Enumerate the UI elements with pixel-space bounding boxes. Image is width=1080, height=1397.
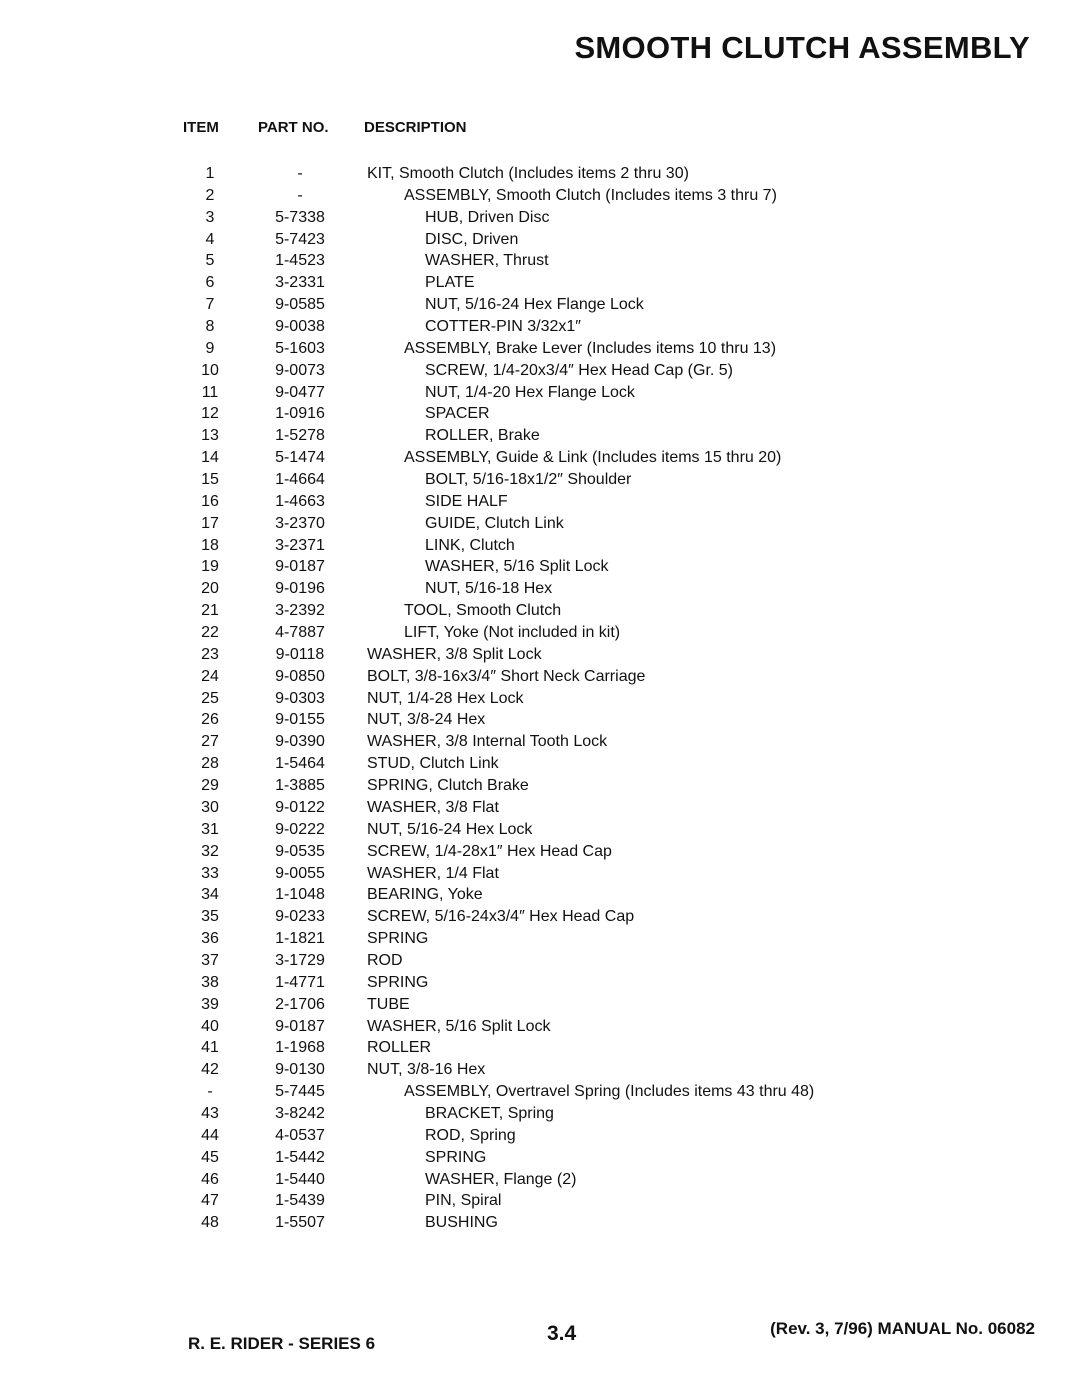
part-number: 1-5440: [275, 1170, 325, 1188]
table-row: [0, 469, 1080, 491]
part-number: 9-0073: [275, 361, 325, 379]
part-number: 9-0535: [275, 842, 325, 860]
table-row: [0, 1190, 1080, 1212]
item-description: BEARING, Yoke: [367, 886, 483, 904]
table-row: [0, 1212, 1080, 1234]
item-number: 5: [205, 252, 215, 270]
table-row: [0, 316, 1080, 338]
table-row: [0, 491, 1080, 513]
item-number: 13: [201, 427, 219, 445]
part-number: 1-5278: [275, 427, 325, 445]
item-number: 34: [201, 886, 219, 904]
table-row: [0, 994, 1080, 1016]
item-description: SCREW, 1/4-20x3/4″ Hex Head Cap (Gr. 5): [425, 361, 734, 379]
part-number: 1-1821: [275, 930, 325, 948]
table-row: [0, 185, 1080, 207]
table-row: [0, 163, 1080, 185]
item-description: TOOL, Smooth Clutch: [404, 602, 562, 620]
table-row: [0, 731, 1080, 753]
table-row: [0, 775, 1080, 797]
part-number: 9-0850: [275, 667, 325, 685]
part-number: -: [297, 165, 303, 182]
item-description: DISC, Driven: [425, 230, 519, 248]
item-number: 38: [201, 973, 219, 991]
part-number: 9-0222: [275, 820, 325, 838]
item-number: 3: [205, 208, 215, 226]
item-description: NUT, 5/16-18 Hex: [425, 580, 553, 598]
page-number: 3.4: [547, 1322, 577, 1345]
part-number: 9-0187: [275, 1017, 325, 1035]
table-row: [0, 207, 1080, 229]
table-row: [0, 709, 1080, 731]
table-row: [0, 272, 1080, 294]
table-row: [0, 447, 1080, 469]
part-number: 9-0055: [275, 864, 325, 882]
column-header-description: DESCRIPTION: [364, 119, 467, 136]
item-description: HUB, Driven Disc: [425, 208, 550, 226]
item-description: SPRING: [367, 973, 429, 991]
table-row: [0, 1147, 1080, 1169]
item-number: 20: [201, 580, 219, 598]
item-number: 15: [201, 471, 219, 489]
table-row: [0, 382, 1080, 404]
part-number: 1-5439: [275, 1192, 325, 1210]
item-description: BRACKET, Spring: [425, 1104, 554, 1122]
table-row: [0, 753, 1080, 775]
table-row: [0, 644, 1080, 666]
table-row: [0, 1059, 1080, 1081]
part-number: 9-0118: [275, 645, 325, 663]
part-number: 3-2392: [275, 602, 325, 620]
item-number: 37: [201, 951, 219, 969]
item-description: ASSEMBLY, Smooth Clutch (Includes items 3 thru 7): [404, 186, 777, 204]
table-row: [0, 972, 1080, 994]
item-number: 9: [205, 339, 215, 357]
item-number: 23: [201, 645, 219, 663]
item-description: ASSEMBLY, Guide & Link (Includes items 15 thru 20): [404, 449, 782, 467]
item-number: 14: [201, 449, 219, 467]
part-number: 1-5442: [275, 1148, 325, 1166]
table-row: [0, 1103, 1080, 1125]
item-description: KIT, Smooth Clutch (Includes items 2 thru 30): [367, 165, 689, 182]
table-row: [0, 819, 1080, 841]
item-number: 33: [201, 864, 219, 882]
item-number: 41: [201, 1039, 219, 1057]
page-title: SMOOTH CLUTCH ASSEMBLY: [574, 30, 1030, 65]
item-number: 7: [205, 296, 215, 314]
item-description: WASHER, 5/16 Split Lock: [367, 1017, 551, 1035]
footer-manual: (Rev. 3, 7/96) MANUAL No. 06082: [770, 1319, 1035, 1338]
table-row: [0, 688, 1080, 710]
column-header-part-no: PART NO.: [258, 119, 329, 136]
item-number: 1: [205, 165, 215, 182]
item-number: 30: [201, 798, 219, 816]
table-row: [0, 1037, 1080, 1059]
item-description: ROLLER: [367, 1039, 432, 1057]
part-number: 1-1968: [275, 1039, 325, 1057]
table-row: [0, 1169, 1080, 1191]
table-row: [0, 797, 1080, 819]
part-number: 4-0537: [275, 1126, 325, 1144]
item-number: 27: [201, 733, 219, 751]
part-number: 9-0390: [275, 733, 325, 751]
part-number: 1-4664: [275, 471, 325, 489]
item-description: NUT, 5/16-24 Hex Lock: [367, 820, 533, 838]
part-number: 1-5507: [275, 1214, 325, 1232]
item-number: 45: [201, 1148, 219, 1166]
table-row: [0, 578, 1080, 600]
part-number: -: [297, 186, 303, 204]
part-number: 1-4663: [275, 492, 325, 510]
part-number: 9-0130: [275, 1061, 325, 1079]
item-number: 35: [201, 908, 219, 926]
item-number: 36: [201, 930, 219, 948]
item-number: 12: [201, 405, 219, 423]
table-row: [0, 1081, 1080, 1103]
item-description: WASHER, Thrust: [425, 252, 549, 270]
item-description: PIN, Spiral: [425, 1192, 502, 1210]
item-number: 17: [201, 514, 219, 532]
item-description: WASHER, 1/4 Flat: [367, 864, 499, 882]
part-number: 9-0187: [275, 558, 325, 576]
table-row: [0, 950, 1080, 972]
table-row: [0, 884, 1080, 906]
part-number: 9-0303: [275, 689, 325, 707]
item-number: 22: [201, 624, 219, 642]
table-row: [0, 425, 1080, 447]
item-description: STUD, Clutch Link: [367, 755, 499, 773]
part-number: 3-2370: [275, 514, 325, 532]
part-number: 1-3885: [275, 777, 325, 795]
item-description: WASHER, 3/8 Internal Tooth Lock: [367, 733, 608, 751]
item-number: 11: [201, 383, 219, 401]
table-row: [0, 513, 1080, 535]
item-description: ASSEMBLY, Brake Lever (Includes items 10 thru 13): [404, 339, 777, 357]
part-number: 5-1603: [275, 339, 325, 357]
item-description: ROLLER, Brake: [425, 427, 540, 445]
item-number: 39: [201, 995, 219, 1013]
table-row: [0, 360, 1080, 382]
parts-list: [0, 163, 1080, 1234]
part-number: 9-0038: [275, 318, 325, 336]
part-number: 1-4523: [275, 252, 325, 270]
item-number: 21: [201, 602, 219, 620]
item-number: 46: [201, 1170, 219, 1188]
item-description: SCREW, 1/4-28x1″ Hex Head Cap: [367, 842, 612, 860]
item-description: SPACER: [425, 405, 490, 423]
item-description: WASHER, 3/8 Split Lock: [367, 645, 542, 663]
part-number: 3-8242: [275, 1104, 325, 1122]
item-number: 4: [205, 230, 215, 248]
table-row: [0, 1125, 1080, 1147]
item-number: 10: [201, 361, 219, 379]
part-number: 2-1706: [275, 995, 325, 1013]
item-description: ROD: [367, 951, 403, 969]
part-number: 5-7445: [275, 1083, 325, 1101]
item-description: BUSHING: [425, 1214, 498, 1232]
item-number: 28: [201, 755, 219, 773]
item-description: PLATE: [425, 274, 475, 292]
column-header-item: ITEM: [183, 119, 219, 136]
item-number: 48: [201, 1214, 219, 1232]
part-number: 1-5464: [275, 755, 325, 773]
item-description: COTTER-PIN 3/32x1″: [425, 318, 581, 336]
part-number: 1-1048: [275, 886, 325, 904]
table-row: [0, 250, 1080, 272]
item-number: 8: [205, 318, 215, 336]
item-description: GUIDE, Clutch Link: [425, 514, 564, 532]
table-row: [0, 556, 1080, 578]
item-number: -: [207, 1083, 213, 1101]
table-row: [0, 600, 1080, 622]
item-description: WASHER, 5/16 Split Lock: [425, 558, 609, 576]
item-number: 25: [201, 689, 219, 707]
part-number: 5-7423: [275, 230, 325, 248]
part-number: 9-0122: [275, 798, 325, 816]
item-description: ROD, Spring: [425, 1126, 516, 1144]
item-description: LIFT, Yoke (Not included in kit): [404, 624, 621, 642]
table-row: [0, 906, 1080, 928]
item-number: 24: [201, 667, 219, 685]
item-description: NUT, 1/4-20 Hex Flange Lock: [425, 383, 635, 401]
table-row: [0, 294, 1080, 316]
part-number: 3-2331: [275, 274, 325, 292]
table-row: [0, 863, 1080, 885]
item-number: 42: [201, 1061, 219, 1079]
item-number: 31: [201, 820, 219, 838]
item-number: 47: [201, 1192, 219, 1210]
table-row: [0, 1016, 1080, 1038]
item-description: SPRING: [367, 930, 429, 948]
part-number: 4-7887: [275, 624, 325, 642]
part-number: 9-0196: [275, 580, 325, 598]
part-number: 9-0585: [275, 296, 325, 314]
table-row: [0, 666, 1080, 688]
table-row: [0, 229, 1080, 251]
item-description: TUBE: [367, 995, 410, 1013]
footer-series: R. E. RIDER - SERIES 6: [188, 1334, 376, 1353]
item-number: 40: [201, 1017, 219, 1035]
item-description: WASHER, Flange (2): [425, 1170, 577, 1188]
item-description: SPRING, Clutch Brake: [367, 777, 529, 795]
item-description: ASSEMBLY, Overtravel Spring (Includes items 43 thru 48): [404, 1083, 815, 1101]
part-number: 9-0233: [275, 908, 325, 926]
item-number: 16: [201, 492, 219, 510]
item-number: 6: [205, 274, 215, 292]
item-description: SCREW, 5/16-24x3/4″ Hex Head Cap: [367, 908, 635, 926]
item-number: 18: [201, 536, 219, 554]
part-number: 1-4771: [275, 973, 325, 991]
item-number: 19: [201, 558, 219, 576]
part-number: 3-1729: [275, 951, 325, 969]
item-number: 2: [205, 186, 215, 204]
item-number: 32: [201, 842, 219, 860]
item-description: NUT, 3/8-16 Hex: [367, 1061, 486, 1079]
item-description: BOLT, 5/16-18x1/2″ Shoulder: [425, 471, 632, 489]
part-number: 5-7338: [275, 208, 325, 226]
table-row: [0, 928, 1080, 950]
part-number: 3-2371: [275, 536, 325, 554]
table-row: [0, 841, 1080, 863]
item-number: 44: [201, 1126, 219, 1144]
item-description: NUT, 1/4-28 Hex Lock: [367, 689, 524, 707]
part-number: 9-0477: [275, 383, 325, 401]
item-description: SPRING: [425, 1148, 487, 1166]
part-number: 5-1474: [275, 449, 325, 467]
table-row: [0, 403, 1080, 425]
item-description: LINK, Clutch: [425, 536, 515, 554]
item-number: 43: [201, 1104, 219, 1122]
table-row: [0, 622, 1080, 644]
part-number: 1-0916: [275, 405, 325, 423]
item-description: WASHER, 3/8 Flat: [367, 798, 499, 816]
table-row: [0, 535, 1080, 557]
item-description: BOLT, 3/8-16x3/4″ Short Neck Carriage: [367, 667, 646, 685]
item-number: 26: [201, 711, 219, 729]
part-number: 9-0155: [275, 711, 325, 729]
table-row: [0, 338, 1080, 360]
item-number: 29: [201, 777, 219, 795]
item-description: NUT, 3/8-24 Hex: [367, 711, 486, 729]
item-description: NUT, 5/16-24 Hex Flange Lock: [425, 296, 644, 314]
item-description: SIDE HALF: [425, 492, 508, 510]
